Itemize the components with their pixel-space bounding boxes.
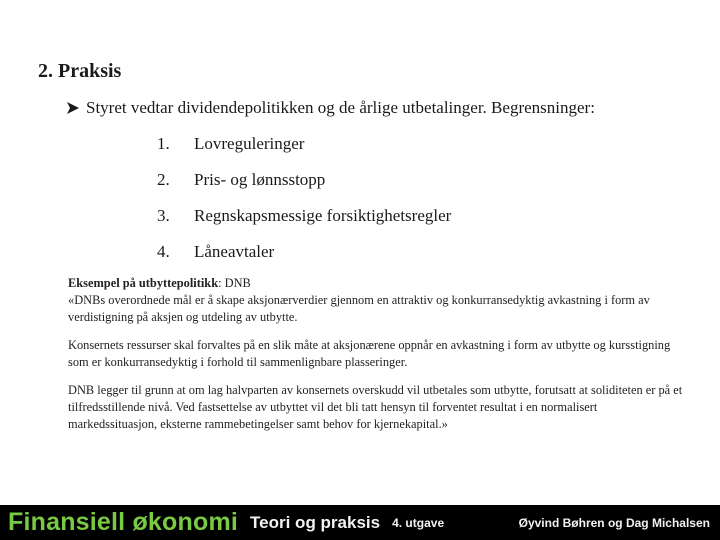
example-box [68,275,688,444]
list-number: 1. [157,134,170,153]
example-company: : DNB [218,276,251,290]
example-label: Eksempel på utbyttepolitikk [68,276,219,290]
list-label: Lovreguleringer [194,134,305,153]
list-label: Regnskapsmessige forsiktighetsregler [194,206,452,225]
example-paragraph-2: Konsernets ressurser skal forvaltes på en slik måte at aksjonærene oppnår en avkastning i form av utbytte og kursstigning som er konkurransedyktig i forhold til sammenlignbare plasseringer. [68,338,671,369]
bullet-item [66,98,595,118]
list-label: Pris- og lønnsstopp [194,170,326,189]
section-heading: 2. Praksis [38,60,122,82]
limitations-list [157,134,451,278]
list-item [157,134,451,170]
example-paragraph-1: «DNBs overordnede mål er å skape aksjonærverdier gjennom en attraktiv og konkurransedyktig avkastning i form av verdistigning på aksjen og utdeling av utbytte. [68,293,650,324]
book-edition: 4. utgave [392,515,445,530]
bullet-text: Styret vedtar dividendepolitikken og de årlige utbetalinger. Begrensninger: [86,98,595,117]
book-subtitle: Teori og praksis [250,512,381,532]
footer-banner [0,505,720,540]
book-title: Finansiell økonomi [8,508,239,536]
list-number: 2. [157,170,170,189]
example-lead [68,275,688,292]
example-paragraph-3: DNB legger til grunn at om lag halvparten av konsernets overskudd vil utbetales som utbytte, forutsatt at soliditeten er på et tilfredsstillende nivå. Ved fastsettelse av utbyttet vil det bli tatt hensyn til forventet resultat i en normalisert markedssituasjon, eksterne rammebetingelser samt behov for kjernekapital.» [68,383,683,431]
list-number: 3. [157,206,170,225]
list-item [157,242,451,278]
list-label: Låneavtaler [194,242,275,261]
list-item [157,170,451,206]
list-item [157,206,451,242]
arrow-bullet-icon [66,101,80,115]
book-authors: Øyvind Bøhren og Dag Michalsen [518,515,710,530]
list-number: 4. [157,242,170,261]
